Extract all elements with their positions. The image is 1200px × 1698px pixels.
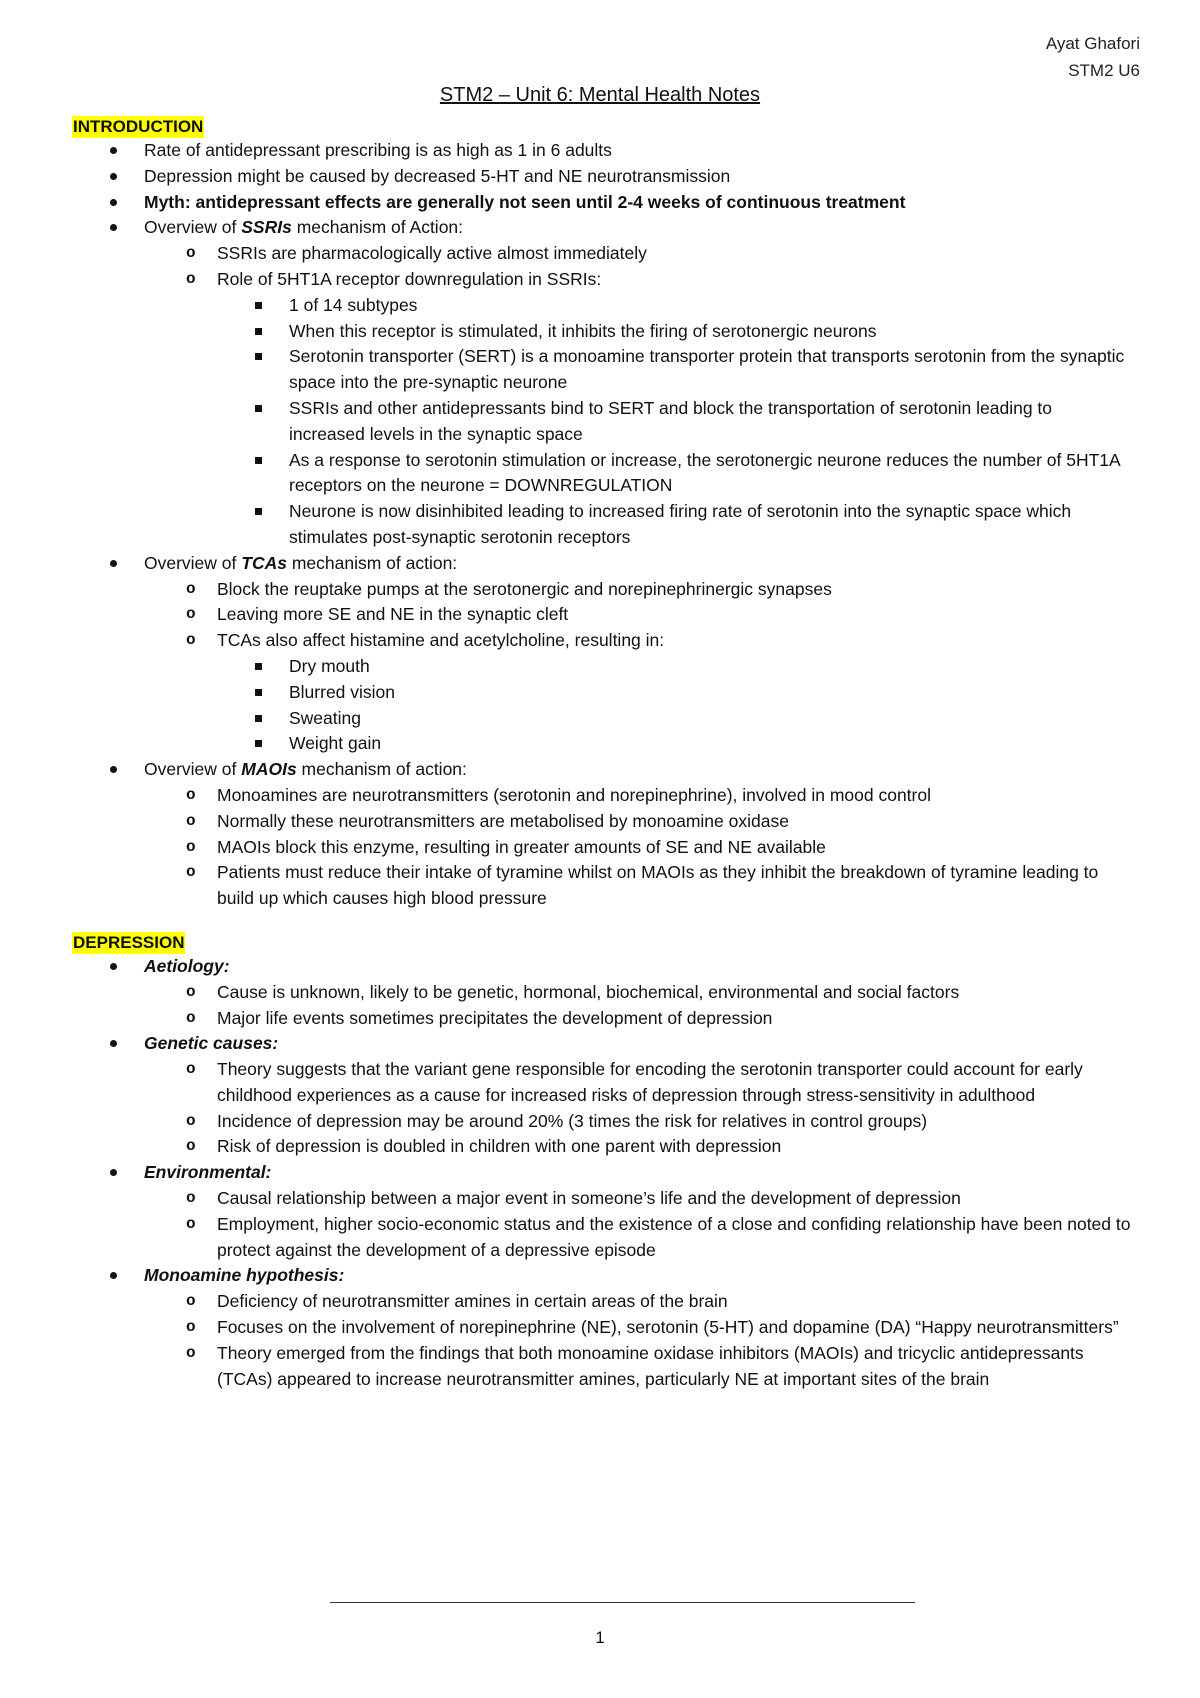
list-item: Serotonin transporter (SERT) is a monoamine transporter protein that transports serotonin from the synaptic space into the pre-synaptic neurone — [72, 344, 1132, 396]
list-item-ssri-overview: Overview of SSRIs mechanism of Action: — [72, 215, 1132, 241]
section-heading-depression: DEPRESSION — [73, 932, 185, 952]
course-code: STM2 U6 — [1068, 61, 1140, 80]
list-item: o Risk of depression is doubled in children with one parent with depression — [72, 1134, 1132, 1160]
footer-divider — [330, 1602, 915, 1603]
list-item: o Leaving more SE and NE in the synaptic cleft — [72, 602, 1132, 628]
list-item: Neurone is now disinhibited leading to increased firing rate of serotonin into the synaptic space which stimulates post-synaptic serotonin receptors — [72, 499, 1132, 551]
list-item: o Deficiency of neurotransmitter amines in certain areas of the brain — [72, 1289, 1132, 1315]
list-item: o Employment, higher socio-economic status and the existence of a close and confiding relationship have been noted to protect against the development of a depressive episode — [72, 1212, 1132, 1264]
list-item: o Normally these neurotransmitters are metabolised by monoamine oxidase — [72, 809, 1132, 835]
introduction-list — [72, 138, 1132, 912]
page-header — [1046, 30, 1140, 84]
list-item-tca-overview: Overview of TCAs mechanism of action: — [72, 551, 1132, 577]
myth-statement: Myth: antidepressant effects are generally not seen until 2-4 weeks of continuous treatment — [72, 190, 1132, 216]
ssri-emphasis: SSRIs — [241, 217, 292, 238]
subheading-genetic-causes: Genetic causes: — [72, 1031, 1132, 1057]
subheading-monoamine-hypothesis: Monoamine hypothesis: — [72, 1263, 1132, 1289]
list-item: o TCAs also affect histamine and acetylcholine, resulting in: — [72, 628, 1132, 654]
tca-emphasis: TCAs — [241, 552, 287, 573]
list-item: o Incidence of depression may be around 20% (3 times the risk for relatives in control groups) — [72, 1109, 1132, 1135]
list-item: o MAOIs block this enzyme, resulting in greater amounts of SE and NE available — [72, 835, 1132, 861]
list-item: Sweating — [72, 706, 1132, 732]
list-item: o Role of 5HT1A receptor downregulation in SSRIs: — [72, 267, 1132, 293]
list-item: o SSRIs are pharmacologically active almost immediately — [72, 241, 1132, 267]
list-item: o Theory suggests that the variant gene responsible for encoding the serotonin transporter could account for early childhood experiences as a cause for increased risks of depression through stress-sensitivity in adulthood — [72, 1057, 1132, 1109]
list-item: Blurred vision — [72, 680, 1132, 706]
list-item: Weight gain — [72, 731, 1132, 757]
list-item: Rate of antidepressant prescribing is as high as 1 in 6 adults — [72, 138, 1132, 164]
depression-list — [72, 954, 1132, 1393]
document-body — [72, 114, 1132, 1392]
list-item: o Patients must reduce their intake of tyramine whilst on MAOIs as they inhibit the breakdown of tyramine leading to build up which causes high blood pressure — [72, 860, 1132, 912]
list-item-maoi-overview: Overview of MAOIs mechanism of action: — [72, 757, 1132, 783]
list-item: As a response to serotonin stimulation or increase, the serotonergic neurone reduces the number of 5HT1A receptors on the neurone = DOWNREGULATION — [72, 448, 1132, 500]
list-item: 1 of 14 subtypes — [72, 293, 1132, 319]
list-item: o Block the reuptake pumps at the serotonergic and norepinephrinergic synapses — [72, 577, 1132, 603]
page-number: 1 — [595, 1628, 605, 1647]
list-item: o Theory emerged from the findings that both monoamine oxidase inhibitors (MAOIs) and tricyclic antidepressants (TCAs) appeared to increase neurotransmitter amines, particularly NE at important sites of the brain — [72, 1341, 1132, 1393]
list-item: SSRIs and other antidepressants bind to SERT and block the transportation of serotonin leading to increased levels in the synaptic space — [72, 396, 1132, 448]
maoi-emphasis: MAOIs — [241, 759, 297, 780]
list-item: Dry mouth — [72, 654, 1132, 680]
author-name: Ayat Ghafori — [1045, 34, 1140, 53]
list-item: o Major life events sometimes precipitates the development of depression — [72, 1006, 1132, 1032]
list-item: When this receptor is stimulated, it inhibits the firing of serotonergic neurons — [72, 319, 1132, 345]
subheading-aetiology: Aetiology: — [72, 954, 1132, 980]
list-item: o Focuses on the involvement of norepinephrine (NE), serotonin (5-HT) and dopamine (DA) “Happy neurotransmitters” — [72, 1315, 1132, 1341]
document-title: STM2 – Unit 6: Mental Health Notes — [439, 84, 761, 106]
list-item: o Causal relationship between a major event in someone’s life and the development of depression — [72, 1186, 1132, 1212]
list-item: o Monoamines are neurotransmitters (serotonin and norepinephrine), involved in mood control — [72, 783, 1132, 809]
list-item: Depression might be caused by decreased 5-HT and NE neurotransmission — [72, 164, 1132, 190]
list-item: o Cause is unknown, likely to be genetic, hormonal, biochemical, environmental and social factors — [72, 980, 1132, 1006]
section-heading-introduction: INTRODUCTION — [73, 117, 204, 136]
subheading-environmental: Environmental: — [72, 1160, 1132, 1186]
